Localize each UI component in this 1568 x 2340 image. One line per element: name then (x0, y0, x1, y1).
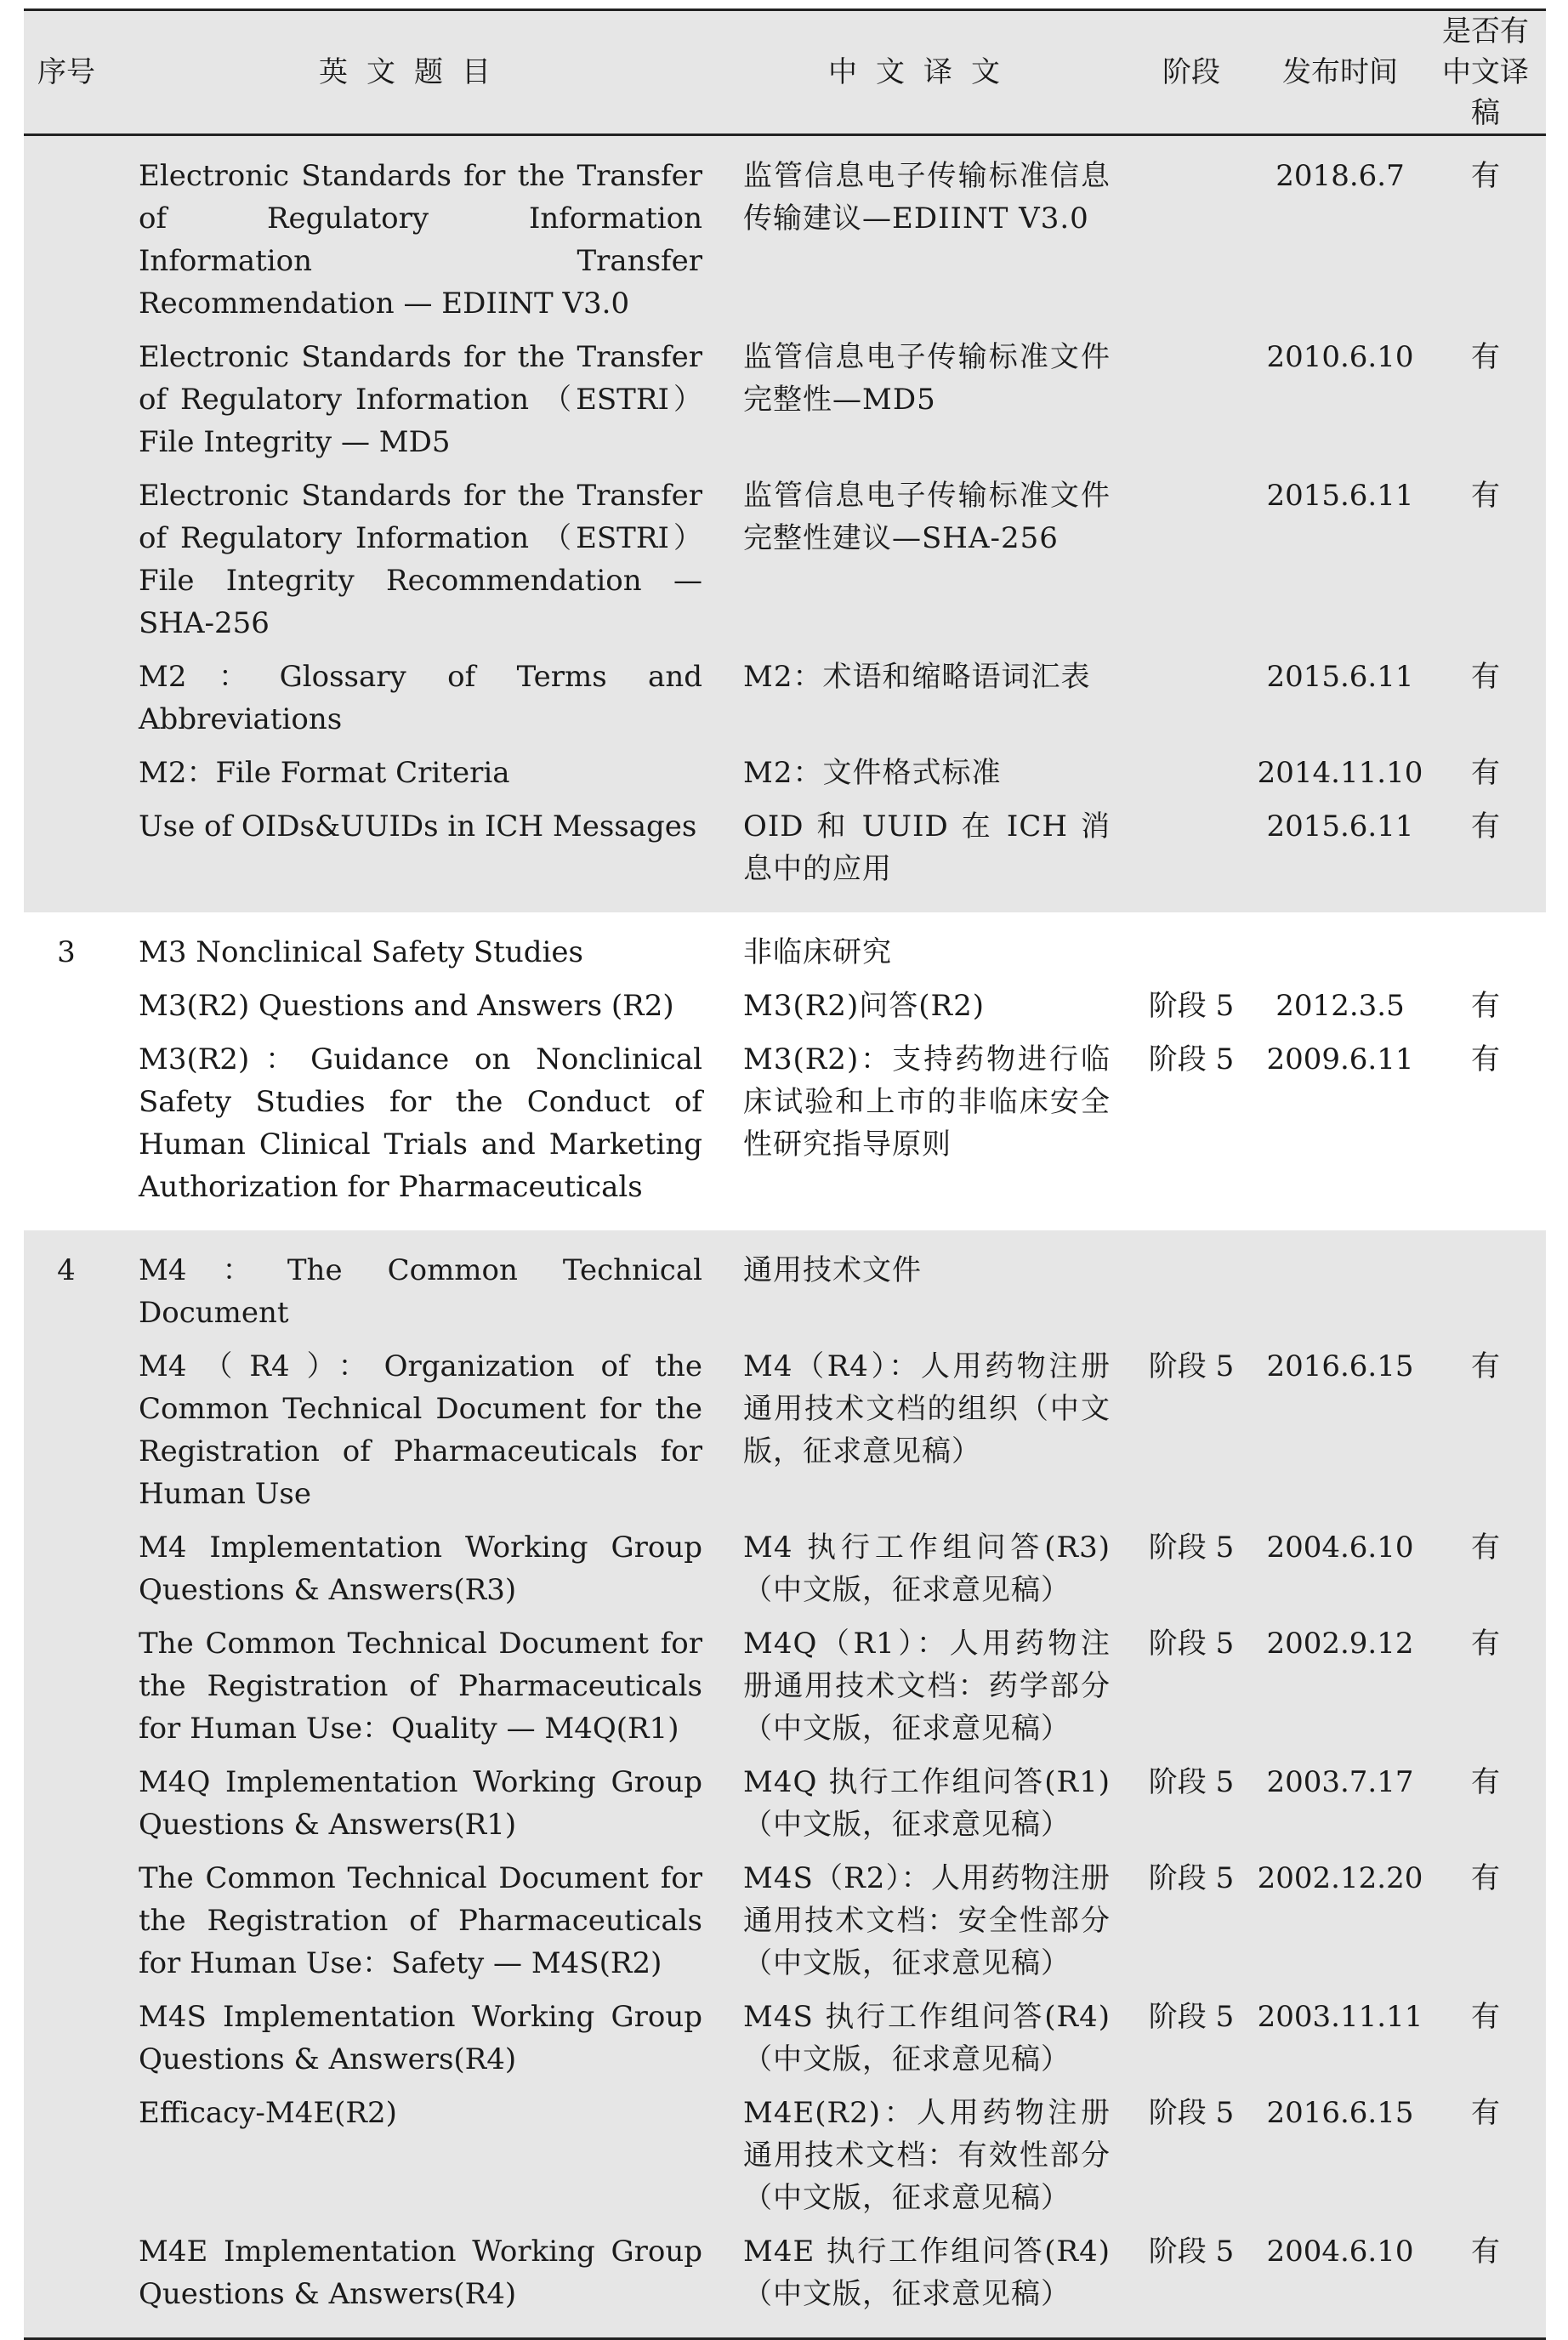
table-row (24, 1755, 1546, 1851)
chinese-title: M4（R4）：人用药物注册通用技术文档的组织（中文版，征求意见稿） (743, 1349, 1111, 1468)
table-row (24, 330, 1546, 469)
stage: 阶段 5 (1148, 1765, 1235, 1799)
stage (1128, 799, 1255, 912)
english-title: Electronic Standards for the Transfer of Regulatory Information （ESTRI） File Integrity — MD5 (139, 340, 702, 459)
has-chinese: 有 (1471, 340, 1500, 374)
table-row (24, 2224, 1546, 2339)
release-date: 2003.11.11 (1257, 2000, 1423, 2034)
header-release-date: 发布时间 (1282, 55, 1398, 89)
chinese-title: M3(R2)：支持药物进行临床试验和上市的非临床安全性研究指导原则 (743, 1042, 1111, 1161)
stage: 阶段 5 (1148, 989, 1235, 1023)
has-chinese: 有 (1471, 2000, 1500, 2034)
release-date: 2004.6.10 (1266, 2235, 1414, 2269)
table-header (24, 10, 1546, 135)
table-row (24, 979, 1546, 1032)
stage (1128, 746, 1255, 799)
stage (1128, 135, 1255, 331)
english-title: M4S Implementation Working Group Questions & Answers(R4) (139, 2000, 702, 2076)
release-date: 2010.6.10 (1266, 340, 1414, 374)
has-chinese: 有 (1471, 756, 1500, 790)
english-title: Electronic Standards for the Transfer of Regulatory Information Information Transfer Recommendation — EDIINT V3.0 (139, 159, 702, 321)
section-title-zh: 通用技术文件 (743, 1253, 922, 1287)
section-m2 (24, 135, 1546, 913)
chinese-title: 监管信息电子传输标准文件完整性—MD5 (743, 340, 1111, 417)
release-date: 2016.6.15 (1266, 2096, 1414, 2130)
english-title: M4 Implementation Working Group Questions & Answers(R3) (139, 1531, 702, 1607)
english-title: M3(R2)：Guidance on Nonclinical Safety Studies for the Conduct of Human Clinical Trials and Marketing Authorization for Pharmaceuticals (139, 1042, 702, 1204)
release-date: 2003.7.17 (1266, 1765, 1414, 1799)
english-title: The Common Technical Document for the Registration of Pharmaceuticals for Human Use：Safety — M4S(R2) (139, 1861, 702, 1980)
has-chinese: 有 (1471, 1531, 1500, 1565)
english-title: Electronic Standards for the Transfer of Regulatory Information （ESTRI） File Integrity Recommendation — SHA-256 (139, 479, 702, 640)
has-chinese: 有 (1471, 159, 1500, 193)
stage: 阶段 5 (1148, 2000, 1235, 2034)
chinese-title: M2：文件格式标准 (743, 756, 1002, 790)
table-row (24, 1990, 1546, 2086)
has-chinese: 有 (1471, 1349, 1500, 1383)
stage: 阶段 5 (1148, 1349, 1235, 1383)
release-date: 2015.6.11 (1266, 809, 1414, 843)
chinese-title: M2：术语和缩略语词汇表 (743, 660, 1091, 694)
section-m3 (24, 912, 1546, 1230)
release-date: 2002.9.12 (1266, 1627, 1414, 1661)
chinese-title: M4E(R2)：人用药物注册通用技术文档：有效性部分（中文版，征求意见稿） (743, 2096, 1111, 2215)
chinese-title: M4Q（R1）：人用药物注册通用技术文档：药学部分（中文版，征求意见稿） (743, 1627, 1111, 1746)
table-row (24, 799, 1546, 912)
stage: 阶段 5 (1148, 1531, 1235, 1565)
stage: 阶段 5 (1148, 1042, 1235, 1076)
header-english-title: 英文题目 (319, 55, 509, 89)
table-row (24, 1032, 1546, 1230)
english-title: The Common Technical Document for the Registration of Pharmaceuticals for Human Use：Quality — M4Q(R1) (139, 1627, 702, 1746)
table-row (24, 1520, 1546, 1616)
english-title: M2：Glossary of Terms and Abbreviations (139, 660, 702, 736)
has-chinese: 有 (1471, 1861, 1500, 1895)
table-row (24, 135, 1546, 331)
has-chinese: 有 (1471, 809, 1500, 843)
english-title: M4Q Implementation Working Group Questions & Answers(R1) (139, 1765, 702, 1842)
english-title: M3(R2) Questions and Answers (R2) (139, 989, 674, 1023)
has-chinese: 有 (1471, 2235, 1500, 2269)
section-title-row (24, 912, 1546, 979)
english-title: Efficacy-M4E(R2) (139, 2096, 397, 2130)
has-chinese: 有 (1471, 989, 1500, 1023)
chinese-title: 监管信息电子传输标准文件完整性建议—SHA-256 (743, 479, 1111, 555)
section-number: 4 (57, 1253, 76, 1287)
section-title-zh: 非临床研究 (743, 935, 892, 969)
table-row (24, 469, 1546, 650)
table-row (24, 650, 1546, 746)
table-row (24, 746, 1546, 799)
stage (1128, 330, 1255, 469)
stage: 阶段 5 (1148, 2096, 1235, 2130)
table-row (24, 1616, 1546, 1755)
stage (1128, 650, 1255, 746)
release-date: 2015.6.11 (1266, 660, 1414, 694)
has-chinese: 有 (1471, 1765, 1500, 1799)
has-chinese: 有 (1471, 1042, 1500, 1076)
table-row (24, 1339, 1546, 1520)
chinese-title: M3(R2)问答(R2) (743, 989, 985, 1023)
chinese-title: 监管信息电子传输标准信息传输建议—EDIINT V3.0 (743, 159, 1111, 236)
section-number: 3 (57, 935, 76, 969)
has-chinese: 有 (1471, 1627, 1500, 1661)
chinese-title: M4E 执行工作组问答(R4)（中文版，征求意见稿） (743, 2235, 1111, 2311)
header-num: 序号 (37, 55, 95, 89)
table-row (24, 2086, 1546, 2224)
section-title-en: M3 Nonclinical Safety Studies (139, 935, 583, 969)
header-has-chinese: 是否有中文译稿 (1442, 14, 1529, 130)
chinese-title: M4Q 执行工作组问答(R1)（中文版，征求意见稿） (743, 1765, 1111, 1842)
release-date: 2004.6.10 (1266, 1531, 1414, 1565)
has-chinese: 有 (1471, 660, 1500, 694)
stage: 阶段 5 (1148, 2235, 1235, 2269)
release-date: 2016.6.15 (1266, 1349, 1414, 1383)
release-date: 2009.6.11 (1266, 1042, 1414, 1076)
stage: 阶段 5 (1148, 1627, 1235, 1661)
release-date: 2012.3.5 (1275, 989, 1405, 1023)
english-title: Use of OIDs&UUIDs in ICH Messages (139, 809, 697, 843)
table-row (24, 1851, 1546, 1990)
section-title-en: M4：The Common Technical Document (139, 1253, 702, 1330)
chinese-title: OID 和 UUID 在 ICH 消息中的应用 (743, 809, 1111, 886)
header-chinese-translation: 中文译文 (828, 55, 1019, 89)
section-m4 (24, 1230, 1546, 2339)
chinese-title: M4 执行工作组问答(R3)（中文版，征求意见稿） (743, 1531, 1111, 1607)
english-title: M4（R4）：Organization of the Common Technical Document for the Registration of Pharmaceuticals for Human Use (139, 1349, 702, 1511)
stage (1128, 469, 1255, 650)
header-stage: 阶段 (1162, 55, 1220, 89)
stage: 阶段 5 (1148, 1861, 1235, 1895)
has-chinese: 有 (1471, 2096, 1500, 2130)
english-title: M2：File Format Criteria (139, 756, 510, 790)
english-title: M4E Implementation Working Group Questions & Answers(R4) (139, 2235, 702, 2311)
chinese-title: M4S（R2）：人用药物注册通用技术文档：安全性部分（中文版，征求意见稿） (743, 1861, 1111, 1980)
release-date: 2018.6.7 (1275, 159, 1405, 193)
has-chinese: 有 (1471, 479, 1500, 513)
chinese-title: M4S 执行工作组问答(R4)（中文版，征求意见稿） (743, 2000, 1111, 2076)
ich-guideline-table (24, 9, 1546, 2340)
release-date: 2014.11.10 (1257, 756, 1423, 790)
document-page (24, 9, 1546, 2340)
release-date: 2015.6.11 (1266, 479, 1414, 513)
section-title-row (24, 1230, 1546, 1339)
release-date: 2002.12.20 (1257, 1861, 1423, 1895)
